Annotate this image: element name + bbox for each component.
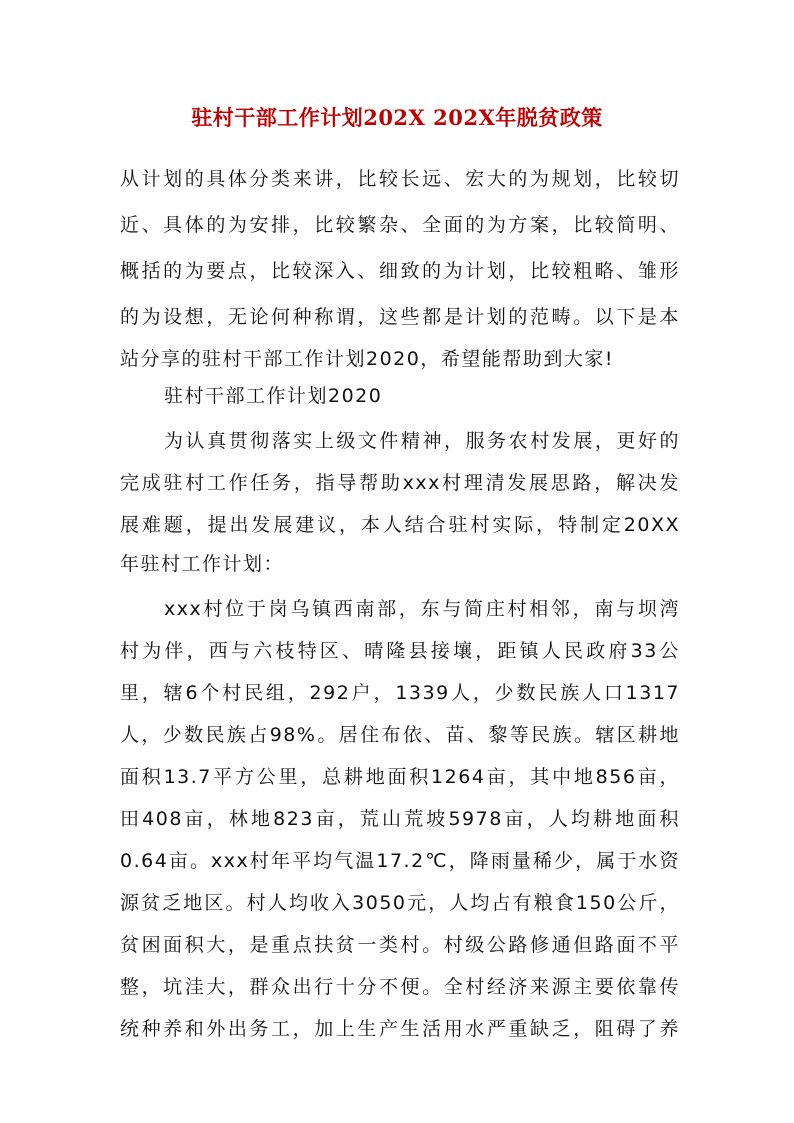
paragraph-line: xxx村位于岗乌镇西南部，东与简庄村相邻，南与坝湾 bbox=[164, 598, 680, 620]
paragraph-line: 贫困面积大，是重点扶贫一类村。村级公路修通但路面不平 bbox=[120, 934, 680, 956]
paragraph-line: 的为设想，无论何种称谓，这些都是计划的范畴。以下是本 bbox=[120, 306, 680, 328]
paragraph-line: 里，辖6个村民组，292户，1339人，少数民族人口1317 bbox=[120, 682, 680, 704]
paragraph-line: 概括的为要点，比较深入、细致的为计划，比较粗略、雏形 bbox=[120, 260, 680, 282]
paragraph-line: 村为伴，西与六枝特区、晴隆县接壤，距镇人民政府33公 bbox=[120, 640, 680, 662]
page-title: 驻村干部工作计划202X 202X年脱贫政策 bbox=[191, 105, 603, 130]
paragraph-line: 0.64亩。xxx村年平均气温17.2℃，降雨量稀少，属于水资 bbox=[120, 850, 680, 872]
paragraph-line: 田408亩，林地823亩，荒山荒坡5978亩，人均耕地面积 bbox=[120, 808, 680, 830]
paragraph-line: 人，少数民族占98%。居住布依、苗、黎等民族。辖区耕地 bbox=[120, 724, 680, 746]
paragraph-line: 近、具体的为安排，比较繁杂、全面的为方案，比较简明、 bbox=[120, 214, 680, 236]
paragraph-line: 统种养和外出务工，加上生产生活用水严重缺乏，阻碍了养 bbox=[120, 1018, 680, 1040]
paragraph-line: 从计划的具体分类来讲，比较长远、宏大的为规划，比较切 bbox=[120, 168, 680, 190]
paragraph-line: 为认真贯彻落实上级文件精神，服务农村发展，更好的 bbox=[164, 430, 680, 452]
paragraph-line: 完成驻村工作任务，指导帮助xxx村理清发展思路，解决发 bbox=[120, 472, 680, 494]
paragraph-line: 站分享的驻村干部工作计划2020，希望能帮助到大家! bbox=[120, 348, 614, 370]
section-heading: 驻村干部工作计划2020 bbox=[164, 385, 383, 407]
paragraph-line: 整，坑洼大，群众出行十分不便。全村经济来源主要依靠传 bbox=[120, 976, 680, 998]
paragraph-line: 面积13.7平方公里，总耕地面积1264亩，其中地856亩， bbox=[120, 766, 680, 788]
paragraph-line: 年驻村工作计划： bbox=[120, 553, 285, 575]
paragraph-line: 源贫乏地区。村人均收入3050元，人均占有粮食150公斤， bbox=[120, 892, 680, 914]
paragraph-line: 展难题，提出发展建议，本人结合驻村实际，特制定20XX bbox=[120, 514, 680, 536]
